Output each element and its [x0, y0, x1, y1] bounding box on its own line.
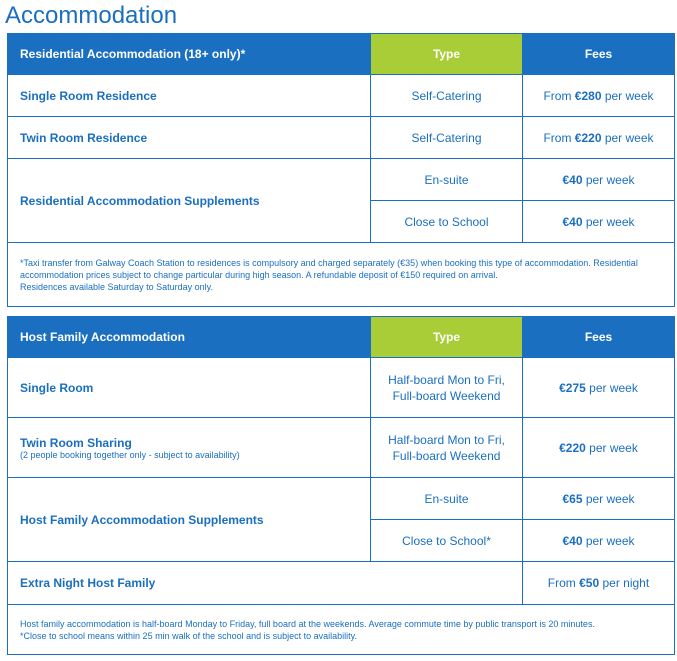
room-type: Self-Catering: [371, 75, 523, 117]
supplement-fee: €40 per week: [523, 201, 675, 243]
residential-header-fees: Fees: [523, 34, 675, 75]
host-notes: Host family accommodation is half-board Monday to Friday, full board at the weekends. Average commute time by public transport is 20 minutes. *Close to school means within 25 min walk of the school and is subject to availability.: [8, 605, 675, 655]
room-subtext: (2 people booking together only - subject to availability): [20, 449, 240, 460]
supplement-fee: €40 per week: [523, 520, 675, 562]
room-type: Half-board Mon to Fri, Full-board Weekend: [371, 358, 523, 418]
room-fee: €275 per week: [523, 358, 675, 418]
supplement-type: En-suite: [371, 478, 523, 520]
table-row: [8, 358, 675, 418]
host-header-row: [8, 317, 675, 358]
residential-header-row: [8, 34, 675, 75]
extra-night-name: Extra Night Host Family: [8, 562, 523, 605]
residential-notes: *Taxi transfer from Galway Coach Station to residences is compulsory and charged separately (€35) when booking this type of accommodation. Residential accommodation prices subject to change particular during high season. A refundable deposit of €150 required on arrival. Residences available Saturday to Saturday only.: [8, 243, 675, 307]
host-header-type: Type: [371, 317, 523, 358]
notes-row: [8, 243, 675, 307]
room-fee: From €280 per week: [523, 75, 675, 117]
room-type: Self-Catering: [371, 117, 523, 159]
room-name: Single Room Residence: [8, 75, 371, 117]
room-fee: €220 per week: [523, 418, 675, 478]
residential-header-label: Residential Accommodation (18+ only)*: [8, 34, 371, 75]
table-row: [8, 159, 675, 201]
table-row: [8, 478, 675, 520]
host-header-fees: Fees: [523, 317, 675, 358]
room-name: Twin Room Sharing (2 people booking together only - subject to availability): [8, 418, 371, 478]
supplement-type: Close to School*: [371, 520, 523, 562]
supplements-name: Residential Accommodation Supplements: [8, 159, 371, 243]
notes-row: [8, 605, 675, 655]
residential-header-type: Type: [371, 34, 523, 75]
room-type: Half-board Mon to Fri, Full-board Weekend: [371, 418, 523, 478]
supplement-type: Close to School: [371, 201, 523, 243]
table-row: [8, 75, 675, 117]
supplement-fee: €65 per week: [523, 478, 675, 520]
table-row: [8, 117, 675, 159]
room-name: Twin Room Residence: [8, 117, 371, 159]
room-name: Single Room: [8, 358, 371, 418]
extra-night-fee: From €50 per night: [523, 562, 675, 605]
host-header-label: Host Family Accommodation: [8, 317, 371, 358]
table-row: [8, 562, 675, 605]
host-table: [7, 316, 675, 655]
room-fee: From €220 per week: [523, 117, 675, 159]
table-row: [8, 418, 675, 478]
supplement-type: En-suite: [371, 159, 523, 201]
residential-table: [7, 33, 675, 307]
supplements-name: Host Family Accommodation Supplements: [8, 478, 371, 562]
page-title: Accommodation: [5, 2, 178, 29]
supplement-fee: €40 per week: [523, 159, 675, 201]
